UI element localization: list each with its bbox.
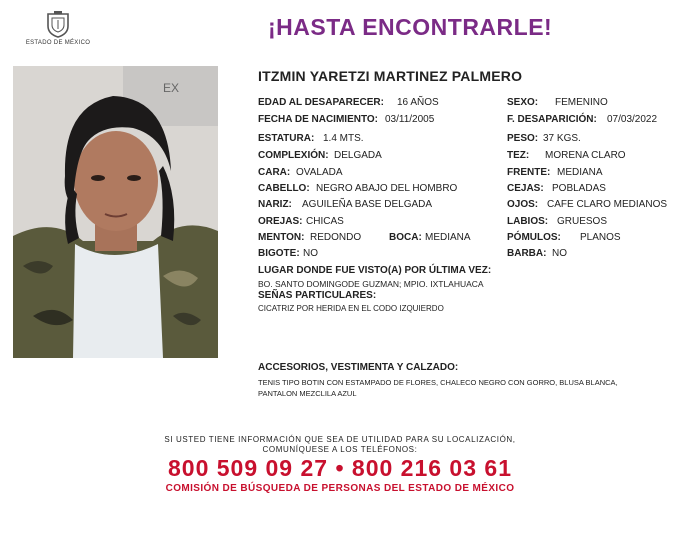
field-desaparicion: [507, 114, 597, 125]
field-boca: [389, 232, 422, 243]
field-barba: [507, 248, 546, 259]
headline: ¡HASTA ENCONTRARLE!: [268, 14, 553, 40]
value-ojos: CAFE CLARO MEDIANOS: [547, 199, 668, 210]
commission-name: COMISIÓN DE BÚSQUEDA DE PERSONAS DEL ESTADO DE MÉXICO: [165, 483, 515, 494]
label: ESTATURA:: [258, 133, 315, 144]
label: CEJAS:: [507, 183, 544, 194]
label: MENTON:: [258, 232, 305, 243]
field-tez: [507, 150, 529, 161]
value-pomulos: PLANOS: [580, 232, 621, 243]
label: CARA:: [258, 167, 291, 178]
field-cabello: [258, 183, 310, 194]
value-lugar: BO. SANTO DOMINGODE GUZMAN; MPIO. IXTLAHUACA: [258, 279, 484, 289]
value-desaparicion: 07/03/2022: [607, 114, 658, 125]
value-senas: CICATRIZ POR HERIDA EN EL CODO IZQUIERDO: [258, 304, 444, 313]
phone-numbers: 800 509 09 27 • 800 216 03 61: [167, 455, 512, 481]
field-orejas: [258, 216, 302, 227]
field-menton: [258, 232, 304, 243]
state-logo: [18, 10, 98, 46]
field-labios: [507, 216, 548, 227]
value-peso: 37 KGS.: [543, 133, 581, 144]
field-edad: [258, 97, 384, 108]
coat-of-arms-icon: [45, 10, 71, 38]
value-nacimiento: 03/11/2005: [385, 114, 435, 125]
label: COMPLEXIÓN:: [258, 150, 329, 161]
field-frente: [507, 167, 550, 178]
value-cabello: NEGRO ABAJO DEL HOMBRO: [316, 183, 458, 194]
label: TEZ:: [507, 150, 530, 161]
field-accesorios: [258, 362, 458, 373]
value-boca: MEDIANA: [425, 232, 471, 243]
field-bigote: [258, 248, 300, 259]
label: EDAD AL DESAPARECER:: [258, 97, 384, 108]
field-ojos: [507, 199, 538, 210]
label: BIGOTE:: [258, 248, 300, 259]
value-barba: NO: [552, 248, 567, 259]
field-pomulos: [507, 232, 561, 243]
label: SEÑAS PARTICULARES:: [258, 290, 377, 301]
info-line-2: COMUNÍQUESE A LOS TELÉFONOS:: [262, 445, 418, 454]
value-tez: MORENA CLARO: [545, 150, 626, 161]
value-complexion: DELGADA: [334, 150, 382, 161]
label: CABELLO:: [258, 183, 310, 194]
field-peso: [507, 133, 538, 144]
label: FRENTE:: [507, 167, 551, 178]
field-senas: [258, 290, 376, 301]
value-nariz: AGUILEÑA BASE DELGADA: [302, 199, 433, 210]
person-name: ITZMIN YARETZI MARTINEZ PALMERO: [258, 68, 523, 84]
value-cara: OVALADA: [296, 167, 343, 178]
value-frente: MEDIANA: [557, 167, 603, 178]
label: BOCA:: [389, 232, 422, 243]
field-cejas: [507, 183, 544, 194]
state-label: ESTADO DE MÉXICO: [25, 40, 91, 46]
value-bigote: NO: [303, 248, 318, 259]
label: LUGAR DONDE FUE VISTO(A) POR ÚLTIMA VEZ:: [258, 265, 492, 276]
value-cejas: POBLADAS: [552, 183, 606, 194]
field-sexo: [507, 97, 538, 108]
label: PÓMULOS:: [507, 232, 561, 243]
field-nariz: [258, 199, 292, 210]
field-nacimiento: [258, 114, 378, 125]
missing-person-photo: [13, 66, 218, 358]
label: BARBA:: [507, 248, 547, 259]
value-edad: 16 AÑOS: [397, 97, 439, 108]
label: SEXO:: [507, 97, 539, 108]
svg-text:EX: EX: [163, 81, 180, 95]
label: PESO:: [507, 133, 539, 144]
label: OJOS:: [507, 199, 539, 210]
field-lugar: [258, 265, 491, 276]
label: ACCESORIOS, VESTIMENTA Y CALZADO:: [258, 362, 459, 373]
label: NARIZ:: [258, 199, 292, 210]
label: FECHA DE NACIMIENTO:: [258, 114, 378, 125]
value-menton: REDONDO: [310, 232, 362, 243]
value-estatura: 1.4 MTS.: [323, 133, 364, 144]
value-labios: GRUESOS: [557, 216, 608, 227]
field-estatura: [258, 133, 314, 144]
value-sexo: FEMENINO: [555, 97, 608, 108]
field-cara: [258, 167, 290, 178]
value-orejas: CHICAS: [306, 216, 344, 227]
value-accesorios-line2: PANTALON MEZCLILA AZUL: [258, 389, 357, 398]
value-accesorios-line1: TENIS TIPO BOTIN CON ESTAMPADO DE FLORES, CHALECO NEGRO CON GORRO, BLUSA BLANCA,: [258, 378, 618, 387]
field-complexion: [258, 150, 329, 161]
label: LABIOS:: [507, 216, 549, 227]
info-line-1: SI USTED TIENE INFORMACIÓN QUE SEA DE UTILIDAD PARA SU LOCALIZACIÓN,: [164, 435, 516, 444]
label: OREJAS:: [258, 216, 303, 227]
label: F. DESAPARICIÓN:: [507, 114, 597, 125]
